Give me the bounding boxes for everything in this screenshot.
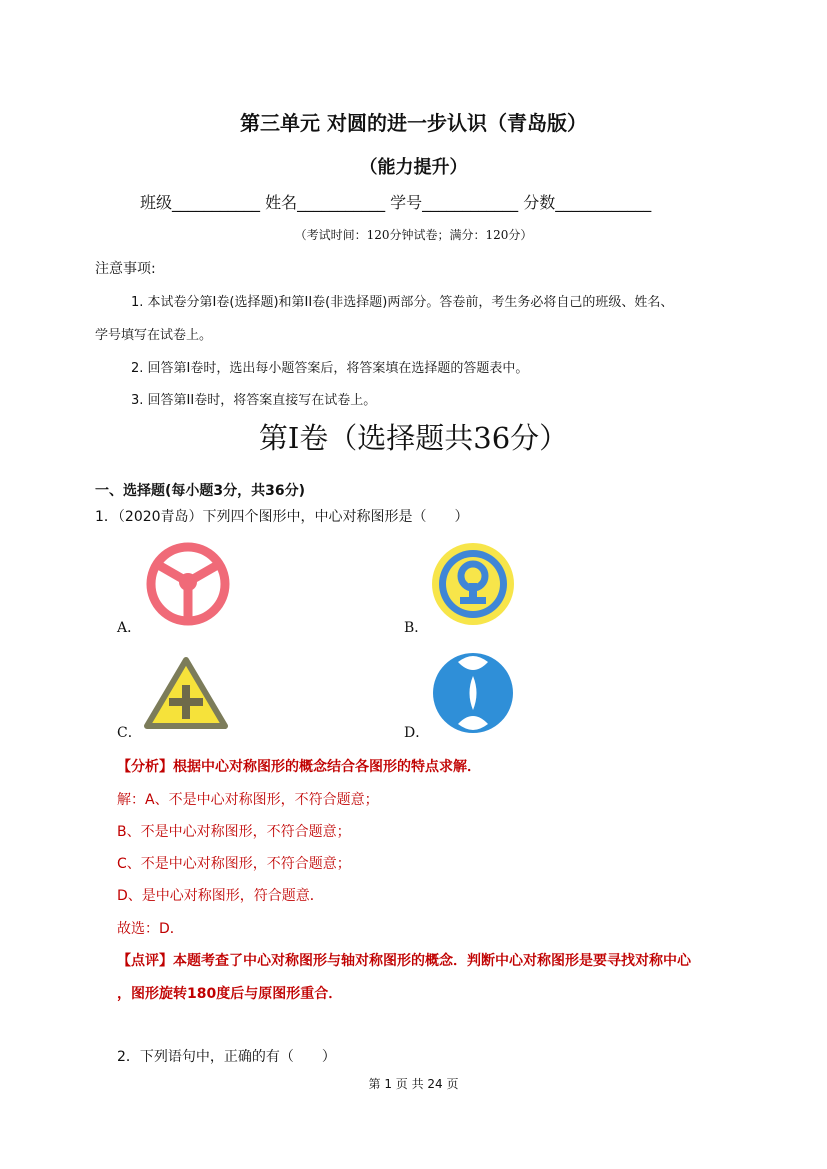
option-a-label: A． — [117, 620, 142, 636]
blue-circle-emblem-icon — [430, 650, 516, 736]
notice-heading: 注意事项: — [95, 261, 156, 277]
option-c-label: C． — [117, 725, 142, 741]
option-d-label: D． — [404, 725, 430, 741]
volume-title: 第I卷（选择题共36分） — [258, 421, 569, 455]
student-info-line: 班级___________ 姓名___________ 学号____________ 分数____________ — [140, 193, 652, 212]
answer-line: 故选：D． — [117, 921, 184, 937]
solution-a: 解：A、不是中心对称图形，不符合题意； — [117, 792, 379, 808]
page-number: 第 1 页 共 24 页 — [368, 1077, 459, 1091]
steering-wheel-icon — [145, 541, 231, 627]
notice-item-1-cont: 学号填写在试卷上。 — [95, 328, 213, 343]
solution-b: B、不是中心对称图形，不符合题意； — [117, 824, 351, 840]
question-1-stem: 1．（2020青岛）下列四个图形中，中心对称图形是（ ） — [95, 509, 469, 525]
railway-logo-icon — [430, 541, 516, 627]
analysis-line: 【分析】根据中心对称图形的概念结合各图形的特点求解． — [117, 759, 481, 775]
question-2-stem: 2．下列语句中，正确的有（ ） — [117, 1049, 336, 1065]
solution-c: C、不是中心对称图形，不符合题意； — [117, 856, 351, 872]
solution-d: D、是中心对称图形，符合题意． — [117, 888, 324, 904]
exam-meta: （考试时间：120分钟试卷；满分：120分） — [294, 228, 533, 242]
section-heading: 一、选择题(每小题3分，共36分) — [95, 483, 306, 499]
page-title: 第三单元 对圆的进一步认识（青岛版） — [240, 111, 587, 135]
option-b-label: B． — [404, 620, 429, 636]
page-subtitle: （能力提升） — [359, 157, 468, 178]
notice-item-1: 1. 本试卷分第I卷(选择题)和第II卷(非选择题)两部分。答卷前，考生务必将自己的班级、姓名、 — [131, 295, 674, 310]
crossroad-warning-sign-icon — [143, 656, 229, 730]
notice-item-2: 2. 回答第I卷时，选出每小题答案后，将答案填在选择题的答题表中。 — [131, 361, 529, 376]
notice-item-3: 3. 回答第II卷时，将答案直接写在试卷上。 — [131, 393, 377, 408]
comment-line-1: 【点评】本题考查了中心对称图形与轴对称图形的概念．判断中心对称图形是要寻找对称中心 — [117, 953, 691, 969]
comment-line-2: ，图形旋转180度后与原图形重合． — [117, 986, 343, 1002]
